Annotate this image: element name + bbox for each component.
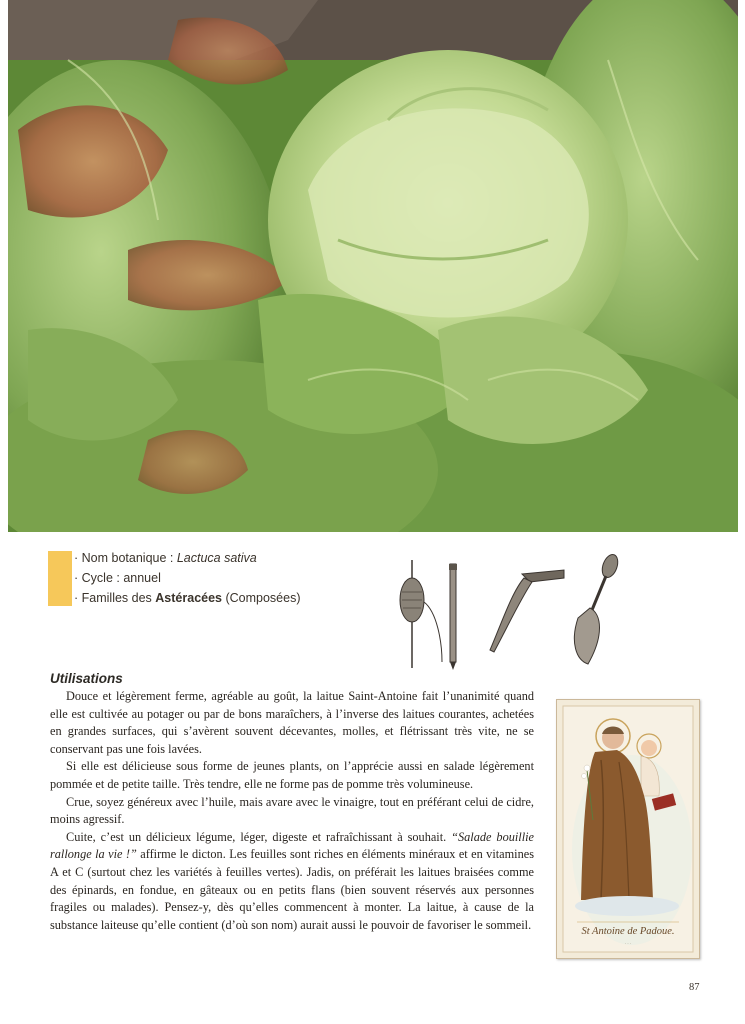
cycle-text: Cycle : annuel: [81, 571, 161, 585]
paragraph-4-start: Cuite, c’est un délicieux légume, léger, digeste et rafraîchissant à souhait.: [66, 829, 452, 844]
cycle-row: [74, 568, 301, 588]
paragraph-4-end: affirme le dicton. Les feuilles sont riches en éléments minéraux et en vitamines A et C (surtout chez les variétés à feuilles vertes). Jadis, on préférait les laitues braisées comme des épinards, en fondue, en gâteaux ou en petits flans (bien souvent réservés aux personnes fragiles ou malades). Pensez-y, dès qu’elles commencent à monter. La laitue, à cause de la substance laiteuse qu’elle contient (d’où son nom) aurait aussi le pouvoir de favoriser le sommeil.: [50, 847, 534, 932]
family-suffix: (Composées): [222, 591, 301, 605]
family-name: Astéracées: [155, 591, 222, 605]
botanical-value: Lactuca sativa: [176, 551, 257, 565]
botanical-name-row: [74, 548, 301, 568]
family-prefix: Familles des: [81, 591, 156, 605]
bullet: ·: [74, 551, 82, 565]
paragraph-4: [50, 829, 534, 935]
paragraph-1: Douce et légèrement ferme, agréable au goût, la laitue Saint-Antoine fait l’unanimité quand elle est cultivée au potager ou par de bons maraîchers, à l’inverse des laitues courantes, achetées en grandes surfaces, qui s’avèrent souvent décevantes, molles, et flétrissant très vite, ne se conservant pas une fois lavées.: [50, 689, 534, 756]
lettuce-photo: [8, 0, 738, 532]
seed-bag-icon: [400, 560, 442, 668]
svg-text:· · ·: · · ·: [624, 941, 632, 946]
garden-tools-illustration: [392, 552, 632, 672]
paragraph-2: Si elle est délicieuse sous forme de jeunes plants, on l’apprécie aussi en salade légèrement pommée et de petite taille. Très tendre, elle ne forme pas de pomme très volumineuse.: [50, 759, 534, 791]
plant-facts: [74, 548, 301, 608]
botanical-label: Nom botanique :: [81, 551, 177, 565]
section-title: Utilisations: [50, 671, 123, 686]
lettuce-illustration: [8, 0, 738, 532]
holy-card-caption: St Antoine de Padoue.: [581, 926, 675, 937]
family-row: [74, 588, 301, 608]
trowel-icon: [574, 552, 620, 664]
accent-bar: [48, 551, 72, 606]
page-number: 87: [689, 982, 700, 993]
bullet: ·: [74, 591, 82, 605]
proverb-quote: “Salade bouillie rallonge la vie !”: [50, 829, 534, 862]
saint-anthony-illustration: [557, 700, 699, 958]
bullet: ·: [74, 571, 82, 585]
weeding-knife-icon: [490, 570, 564, 652]
garden-stake-icon: [449, 564, 457, 670]
paragraph-3: Crue, soyez généreux avec l’huile, mais avare avec le vinaigre, tout en préférant celui de cidre, moins agressif.: [50, 794, 534, 827]
body-text: [50, 688, 534, 934]
holy-card-image: [556, 699, 700, 959]
